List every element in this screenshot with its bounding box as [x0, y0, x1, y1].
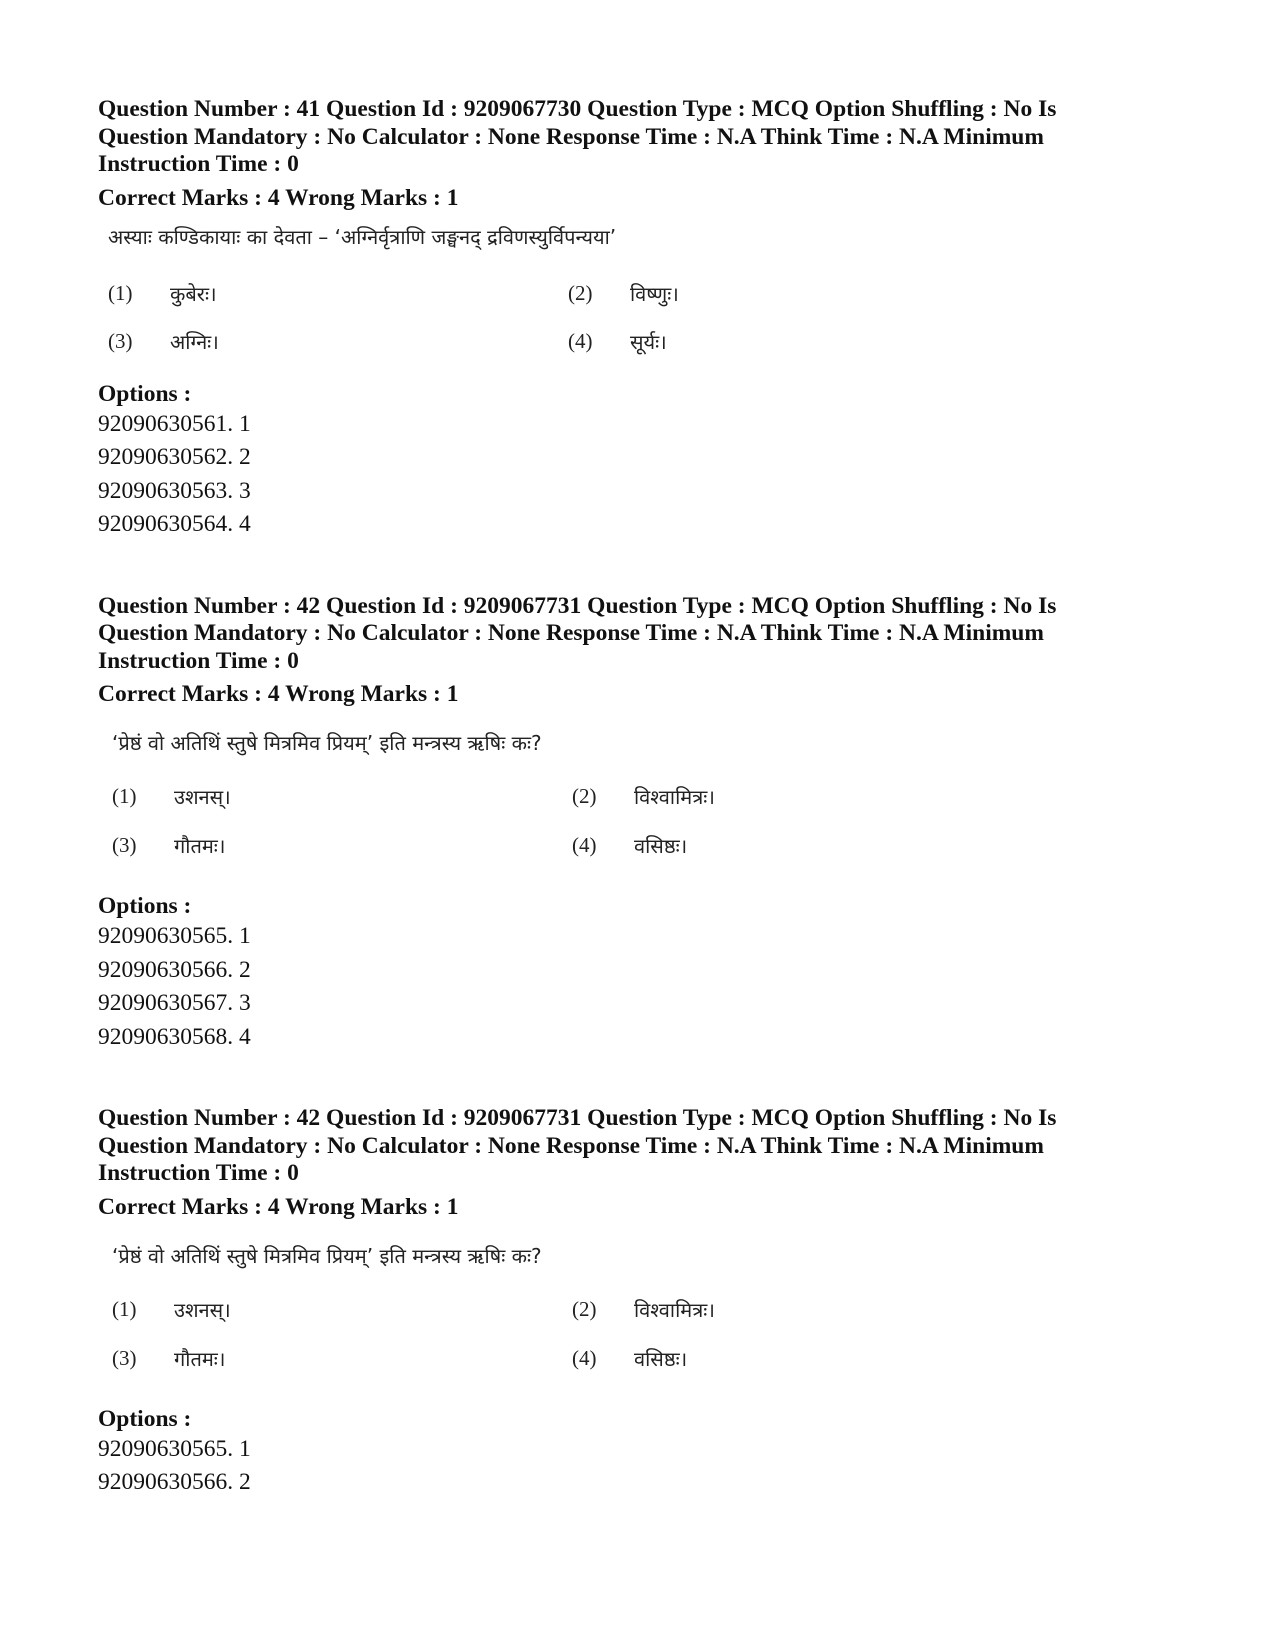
choice-text: उशनस्।	[174, 785, 231, 809]
choice-number: (2)	[568, 281, 593, 305]
options-label: Options :	[98, 380, 192, 407]
choice-row	[98, 270, 1118, 318]
choice-3	[98, 328, 558, 355]
option-line: 92090630565. 1	[98, 923, 251, 949]
option-line: 92090630566. 2	[98, 1469, 251, 1495]
options-label: Options :	[98, 893, 192, 919]
choice-number: (4)	[568, 329, 593, 353]
marks-line: Correct Marks : 4 Wrong Marks : 1	[98, 184, 459, 211]
choice-1	[98, 280, 558, 307]
choice-number: (3)	[112, 833, 137, 857]
choice-text: गौतमः।	[174, 834, 226, 858]
question-header: Question Number : 41 Question Id : 9209067730 Question Type : MCQ Option Shuffling : No Is Question Mandatory : No Calculator : None Response Time : N.A Think Time : N.A Minimum Instruction Time : 0	[98, 96, 1057, 177]
choice-number: (3)	[112, 1345, 137, 1370]
choice-text: वसिष्ठः।	[634, 834, 688, 858]
choice-2	[562, 1296, 1022, 1323]
choice-text: कुबेरः।	[170, 282, 217, 306]
choice-row	[102, 821, 1118, 870]
choice-3	[102, 1345, 562, 1372]
marks-line: Correct Marks : 4 Wrong Marks : 1	[98, 681, 459, 707]
question-header: Question Number : 42 Question Id : 9209067731 Question Type : MCQ Option Shuffling : No Is Question Mandatory : No Calculator : None Response Time : N.A Think Time : N.A Minimum Instruction Time : 0	[98, 592, 1057, 674]
question-content	[98, 222, 1118, 366]
option-line: 92090630568. 4	[98, 1023, 251, 1050]
choice-2	[562, 783, 1022, 810]
option-line: 92090630566. 2	[98, 956, 251, 983]
choice-text: वसिष्ठः।	[634, 1346, 688, 1371]
options-block	[98, 1405, 1118, 1500]
choice-row	[102, 1285, 1118, 1334]
choice-4	[558, 328, 1018, 355]
choice-number: (2)	[572, 784, 597, 808]
option-line: 92090630564. 4	[98, 511, 251, 537]
options-label: Options :	[98, 1405, 192, 1432]
question-header: Question Number : 42 Question Id : 9209067731 Question Type : MCQ Option Shuffling : No Is Question Mandatory : No Calculator : None Response Time : N.A Think Time : N.A Minimum Instruction Time : 0	[98, 1105, 1057, 1186]
choice-number: (4)	[572, 1345, 597, 1370]
choice-number: (4)	[572, 833, 597, 857]
choice-number: (3)	[108, 329, 133, 353]
choice-row	[102, 1334, 1118, 1383]
choice-row	[98, 318, 1118, 366]
choice-text: अग्निः।	[170, 330, 219, 354]
choice-4	[562, 1345, 1022, 1372]
choice-text: विष्णुः।	[630, 282, 679, 306]
option-line: 92090630565. 1	[98, 1435, 251, 1462]
choice-number: (1)	[108, 281, 133, 305]
options-block	[98, 892, 1118, 1054]
option-line: 92090630562. 2	[98, 444, 251, 470]
option-line: 92090630567. 3	[98, 990, 251, 1016]
question-stem: ‘प्रेष्ठं वो अतिथिं स्तुषे मित्रमिव प्रियम्’ इति मन्त्रस्य ऋषिः कः?	[112, 1243, 542, 1268]
choice-1	[102, 1296, 562, 1323]
marks-line: Correct Marks : 4 Wrong Marks : 1	[98, 1193, 459, 1220]
choice-text: विश्वामित्रः।	[634, 1297, 715, 1322]
question-block-42	[98, 593, 1118, 1055]
choice-3	[102, 832, 562, 859]
choice-2	[558, 280, 1018, 307]
option-line: 92090630563. 3	[98, 477, 251, 504]
choice-number: (1)	[112, 1296, 137, 1321]
question-content	[98, 1241, 1118, 1383]
choice-text: उशनस्।	[174, 1297, 231, 1322]
choice-number: (2)	[572, 1296, 597, 1321]
choice-1	[102, 783, 562, 810]
option-line: 92090630561. 1	[98, 410, 251, 437]
question-block-42-repeat	[98, 1105, 1118, 1500]
question-stem: ‘प्रेष्ठं वो अतिथिं स्तुषे मित्रमिव प्रियम्’ इति मन्त्रस्य ऋषिः कः?	[112, 731, 542, 755]
question-stem: अस्याः कण्डिकायाः का देवता – ‘अग्निर्वृत्राणि जङ्घनद् द्रविणस्युर्विपन्यया’	[108, 224, 617, 249]
choice-text: गौतमः।	[174, 1346, 226, 1371]
choice-text: सूर्यः।	[630, 330, 667, 354]
choice-row	[102, 772, 1118, 821]
options-block	[98, 380, 1118, 542]
document-page	[98, 96, 1118, 1500]
question-content	[98, 728, 1118, 870]
question-block-41	[98, 96, 1118, 542]
choice-number: (1)	[112, 784, 137, 808]
choice-text: विश्वामित्रः।	[634, 785, 715, 809]
choice-4	[562, 832, 1022, 859]
